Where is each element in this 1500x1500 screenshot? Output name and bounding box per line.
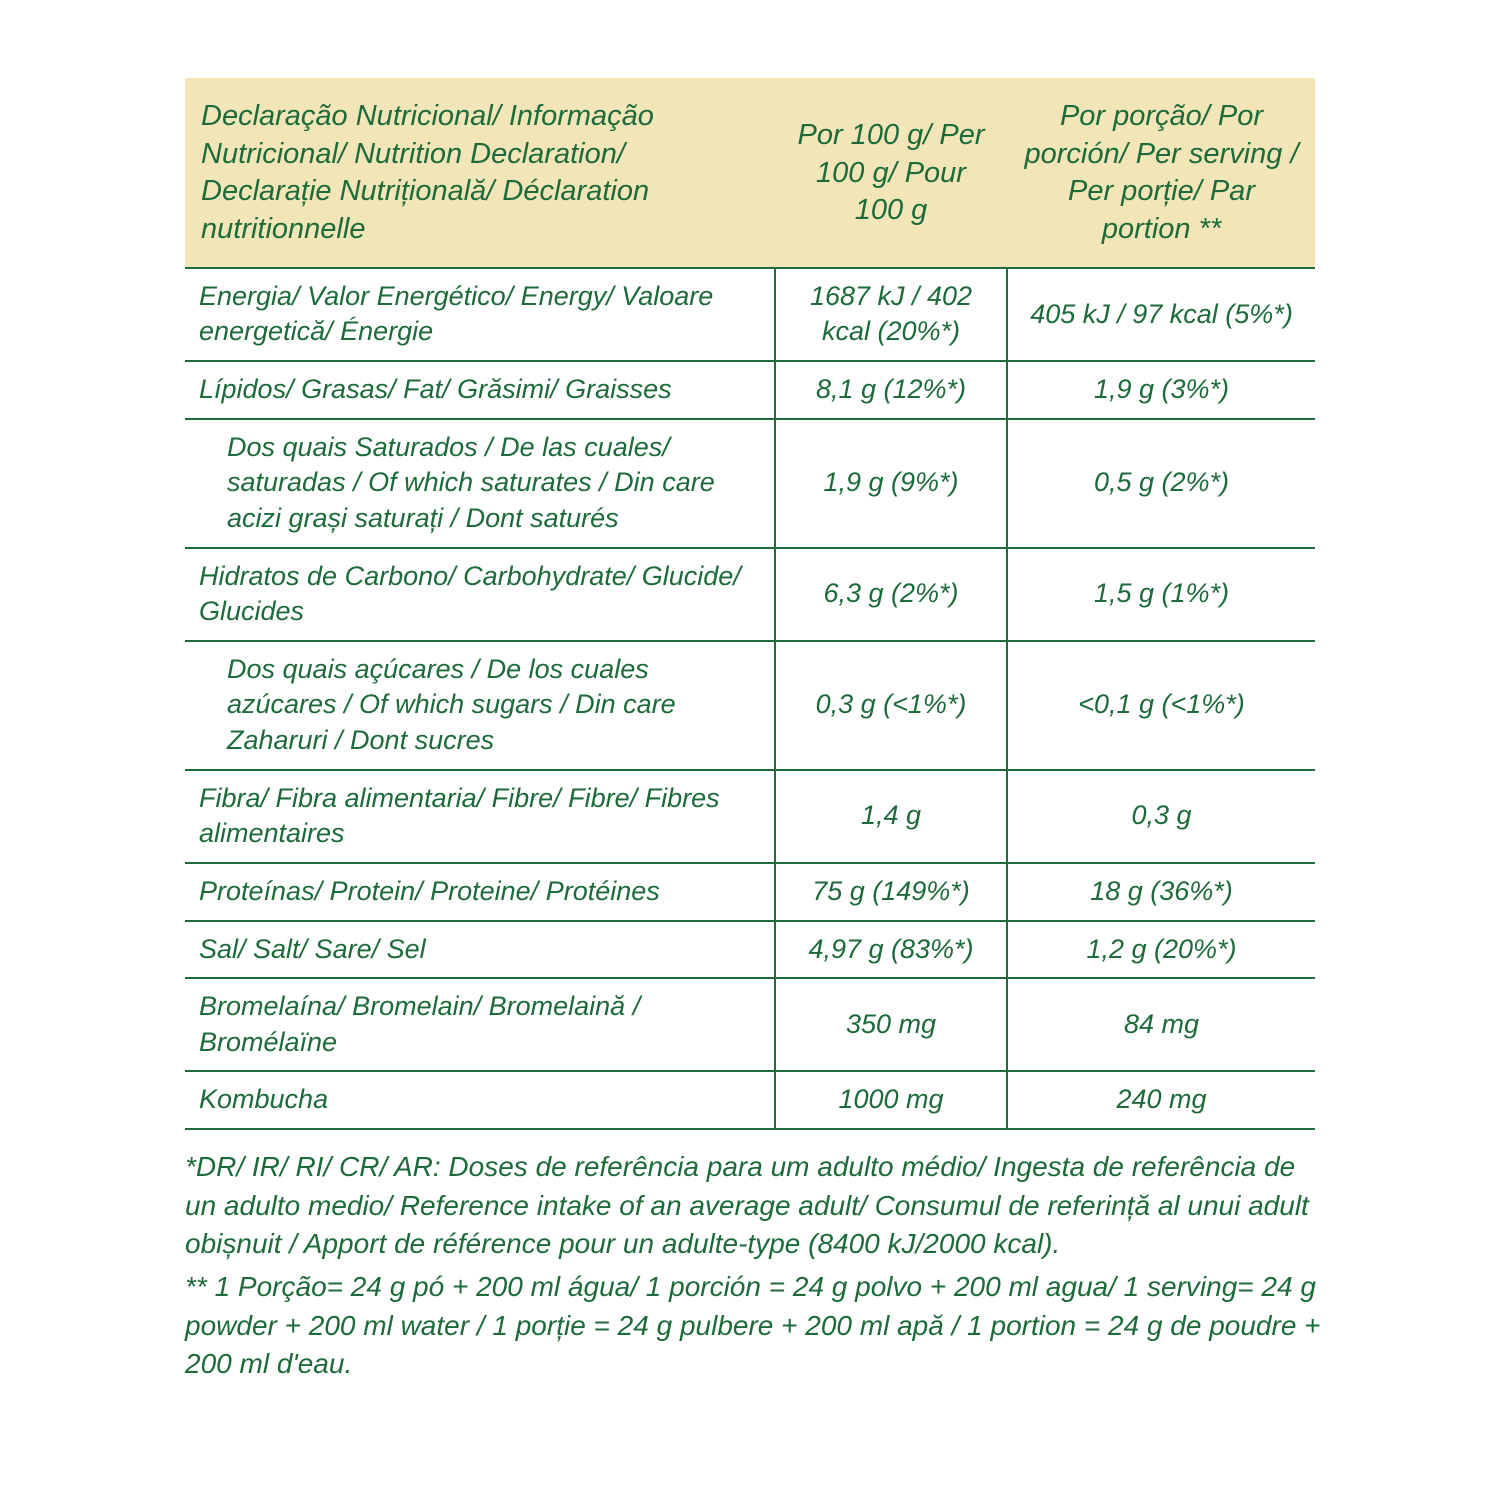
row-value-per-serving: 405 kJ / 97 kcal (5%*) [1007,268,1315,361]
footnote-reference-intake: *DR/ IR/ RI/ CR/ AR: Doses de referência para um adulto médio/ Ingesta de referência de un adulto medio/ Reference intake of an average adult/ Consumul de referință al unui adult obișnuit / Apport de référence pour un adulte-type (8400 kJ/2000 kcal). [185,1151,1309,1260]
row-value-per-serving: 240 mg [1007,1071,1315,1129]
footnotes [185,1148,1325,1384]
row-value-per-serving: 0,3 g [1007,770,1315,863]
footnote-serving-definition: ** 1 Porção= 24 g pó + 200 ml água/ 1 porción = 24 g polvo + 200 ml agua/ 1 serving= 24 g powder + 200 ml water / 1 porție = 24 g pulbere + 200 ml apă / 1 portion = 24 g de poudre + 200 ml d'eau. [185,1270,1321,1380]
row-value-per-100g: 6,3 g (2%*) [775,548,1007,641]
row-value-per-100g: 1000 mg [775,1071,1007,1129]
table-row [185,268,1315,361]
table-row [185,863,1315,921]
row-value-per-100g: 4,97 g (83%*) [775,921,1007,979]
row-label: Proteínas/ Protein/ Proteine/ Protéines [185,863,775,921]
row-value-per-100g: 350 mg [775,978,1007,1071]
header-per-serving: Por porção/ Por porción/ Per serving / Per porție/ Par portion ** [1007,79,1315,268]
header-declaration: Declaração Nutricional/ Informação Nutricional/ Nutrition Declaration/ Declarație Nutrițională/ Déclaration nutritionnelle [185,79,775,268]
row-label: Hidratos de Carbono/ Carbohydrate/ Glucide/ Glucides [185,548,775,641]
row-value-per-serving: 18 g (36%*) [1007,863,1315,921]
table-row [185,770,1315,863]
table-row [185,978,1315,1071]
row-value-per-100g: 1687 kJ / 402 kcal (20%*) [775,268,1007,361]
table-row [185,641,1315,770]
row-label: Dos quais açúcares / De los cuales azúcares / Of which sugars / Din care Zaharuri / Dont sucres [185,641,775,770]
row-value-per-100g: 0,3 g (<1%*) [775,641,1007,770]
row-value-per-100g: 1,9 g (9%*) [775,419,1007,548]
row-value-per-100g: 75 g (149%*) [775,863,1007,921]
table-row [185,361,1315,419]
header-per-100g: Por 100 g/ Per 100 g/ Pour 100 g [775,79,1007,268]
row-value-per-serving: 1,5 g (1%*) [1007,548,1315,641]
row-label: Lípidos/ Grasas/ Fat/ Grăsimi/ Graisses [185,361,775,419]
row-label: Bromelaína/ Bromelain/ Bromelaină / Bromélaïne [185,978,775,1071]
table-row [185,921,1315,979]
nutrition-table [185,78,1315,1130]
row-value-per-serving: 1,2 g (20%*) [1007,921,1315,979]
row-label: Dos quais Saturados / De las cuales/ saturadas / Of which saturates / Din care acizi grași saturați / Dont saturés [185,419,775,548]
row-label: Sal/ Salt/ Sare/ Sel [185,921,775,979]
row-label: Energia/ Valor Energético/ Energy/ Valoare energetică/ Énergie [185,268,775,361]
row-value-per-serving: <0,1 g (<1%*) [1007,641,1315,770]
table-header [185,79,1315,268]
row-label: Kombucha [185,1071,775,1129]
table-row [185,419,1315,548]
row-value-per-serving: 84 mg [1007,978,1315,1071]
table-row [185,548,1315,641]
table-row [185,1071,1315,1129]
row-value-per-100g: 8,1 g (12%*) [775,361,1007,419]
row-label: Fibra/ Fibra alimentaria/ Fibre/ Fibre/ Fibres alimentaires [185,770,775,863]
row-value-per-100g: 1,4 g [775,770,1007,863]
row-value-per-serving: 0,5 g (2%*) [1007,419,1315,548]
table-header-row [185,79,1315,268]
row-value-per-serving: 1,9 g (3%*) [1007,361,1315,419]
table-body [185,268,1315,1129]
